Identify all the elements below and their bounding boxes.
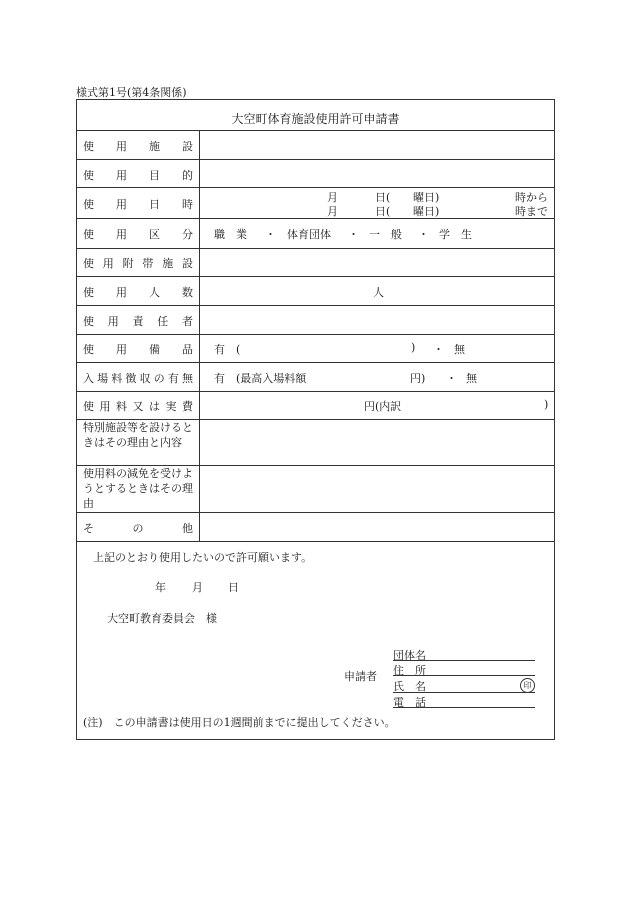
category-dot: ・ <box>418 228 429 241</box>
row-divider <box>77 187 554 188</box>
applicant-address[interactable]: 住 所 <box>393 664 426 677</box>
label-admission: 入 場 料 徴 収 の 有 無 <box>83 372 193 385</box>
row-divider <box>77 159 554 160</box>
label-responsible: 使 用 責 任 者 <box>83 315 193 328</box>
row-divider <box>77 248 554 249</box>
admission-dot: ・ <box>446 372 457 385</box>
row-divider <box>77 130 554 131</box>
row-divider <box>77 276 554 277</box>
date-day: 日 <box>228 581 239 594</box>
time-to: 時まで <box>515 205 548 218</box>
applicant-label: 申請者 <box>344 670 377 683</box>
date-to-weekday: 曜日) <box>413 205 440 218</box>
address-underline <box>393 675 535 676</box>
label-people: 使 用 人 数 <box>83 286 193 299</box>
form-title: 大空町体育施設使用許可申請書 <box>231 112 400 126</box>
admission-no[interactable]: 無 <box>466 372 477 385</box>
label-fee-reduction: 使用料の減免を受けようとするときはその理由 <box>83 467 193 510</box>
row-divider <box>77 391 554 392</box>
label-other: そ の 他 <box>83 522 193 535</box>
admission-unit: 円) <box>410 372 426 385</box>
time-from: 時から <box>515 191 548 204</box>
label-equipment: 使 用 備 品 <box>83 343 193 356</box>
label-purpose: 使 用 目 的 <box>83 169 193 182</box>
label-datetime: 使 用 日 時 <box>83 198 193 211</box>
application-form <box>76 99 555 740</box>
category-dot: ・ <box>348 228 359 241</box>
date-year: 年 <box>155 581 166 594</box>
label-facility: 使 用 施 設 <box>83 140 193 153</box>
form-code: 様式第1号(第4条関係) <box>76 86 187 99</box>
admission-yes[interactable]: 有 (最高入場料額 <box>214 372 307 385</box>
column-divider <box>199 130 200 541</box>
date-to-month: 月 <box>327 205 338 218</box>
row-divider <box>77 218 554 219</box>
row-divider <box>77 334 554 335</box>
row-divider <box>77 512 554 513</box>
applicant-name[interactable]: 氏 名 <box>393 680 426 693</box>
row-divider <box>77 305 554 306</box>
date-to-day: 日( <box>375 205 391 218</box>
category-sports-group[interactable]: 体育団体 <box>287 228 331 241</box>
addressee: 大空町教育委員会 様 <box>107 612 217 625</box>
label-fee: 使 用 料 又 は 実 費 <box>83 400 193 413</box>
category-dot: ・ <box>265 228 276 241</box>
people-unit: 人 <box>373 286 384 299</box>
name-underline <box>393 692 535 693</box>
fee-close: ) <box>544 398 549 411</box>
applicant-phone[interactable]: 電 話 <box>393 696 426 709</box>
applicant-group[interactable]: 団体名 <box>393 649 426 662</box>
equipment-yes[interactable]: 有 ( <box>214 343 241 356</box>
row-divider <box>77 362 554 363</box>
date-from-weekday: 曜日) <box>413 191 440 204</box>
category-occupation[interactable]: 職 業 <box>214 228 247 241</box>
category-general[interactable]: 一 般 <box>369 228 402 241</box>
label-special-facility: 特別施設等を設けるときはその理由と内容 <box>83 421 193 449</box>
equipment-dot: ・ <box>433 343 444 356</box>
equipment-close: ) <box>411 341 416 354</box>
seal-icon: 印 <box>520 678 535 693</box>
date-month: 月 <box>192 581 203 594</box>
row-divider <box>77 541 554 542</box>
request-text: 上記のとおり使用したいので許可願います。 <box>93 551 313 564</box>
label-category: 使 用 区 分 <box>83 228 193 241</box>
group-underline <box>393 660 535 661</box>
date-from-day: 日( <box>375 191 391 204</box>
phone-underline <box>393 707 535 708</box>
note: (注) この申請書は使用日の1週間前までに提出してください。 <box>83 716 396 729</box>
date-from-month: 月 <box>327 191 338 204</box>
fee-unit: 円(内訳 <box>364 400 402 413</box>
label-ancillary: 使 用 附 帯 施 設 <box>83 257 193 270</box>
equipment-no[interactable]: 無 <box>454 343 465 356</box>
category-student[interactable]: 学 生 <box>439 228 472 241</box>
